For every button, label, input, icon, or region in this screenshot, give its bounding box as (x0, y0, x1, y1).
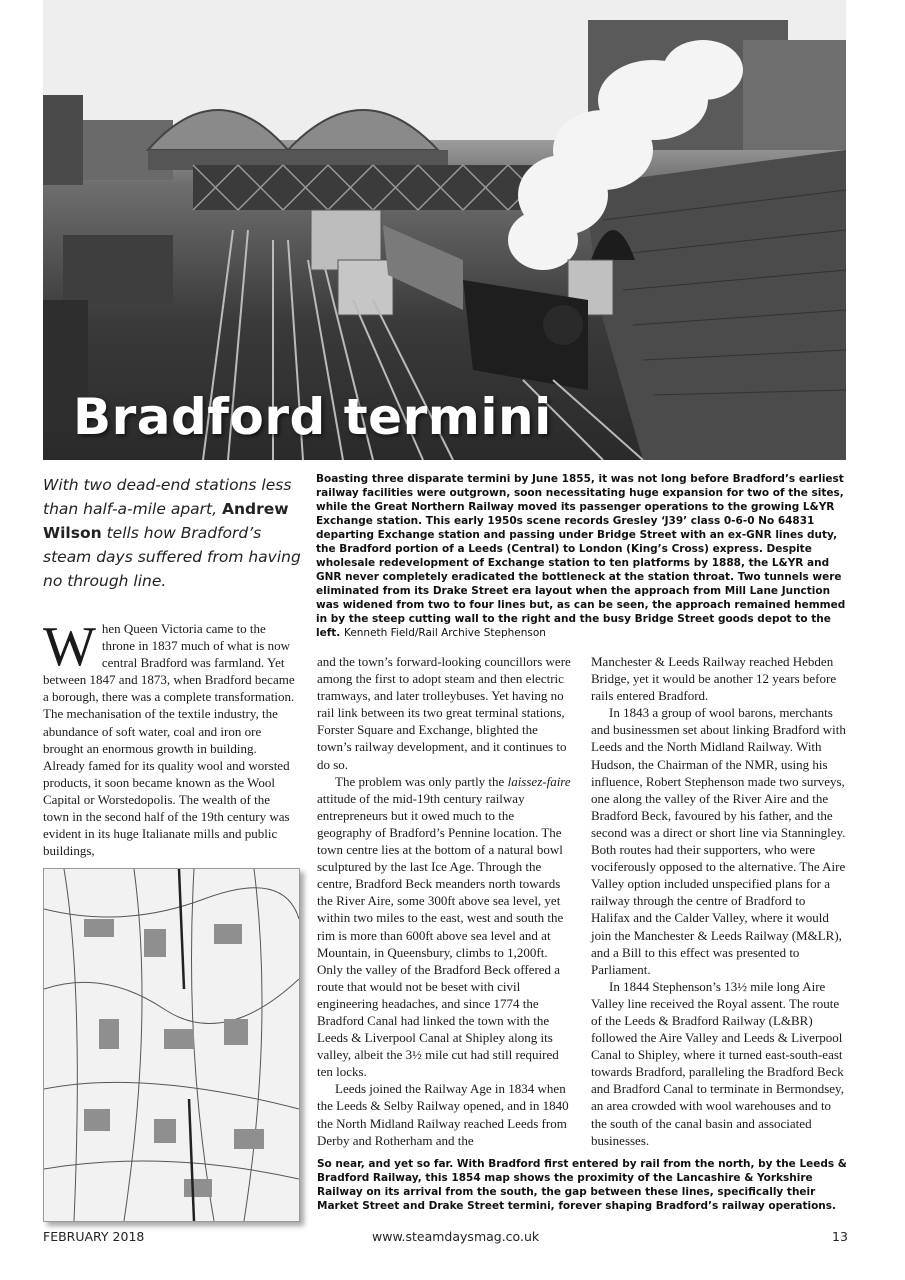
author-name: Andrew Wilson (43, 500, 289, 542)
map-1854 (43, 868, 300, 1222)
article-column-1 (43, 616, 296, 859)
article-column-3 (591, 653, 846, 1149)
standfirst (43, 473, 301, 593)
article-paragraph: Leeds joined the Railway Age in 1834 when the Leeds & Selby Railway opened, and in 1840 the North Midland Railway reached Leeds from Derby and Rotherham and the (317, 1081, 569, 1148)
standfirst-outro: tells how Bradford’s steam days suffered from having no through line. (43, 524, 301, 590)
page-title: Bradford termini (73, 388, 552, 446)
article-paragraph: In 1843 a group of wool barons, merchants and businessmen set about linking Bradford with Leeds and the North Midland Railway. With Hudson, the Chairman of the NMR, using his influence, Robert Stephenson made two surveys, one along the valley of the River Aire and the Bradford Beck, favoured by his father, and the second was a direct or short line via Stanningley. Both routes had their supporters, who were vociferously opposed to the alternative. The Aire Valley option included unspecified plans for a railway through the centre of Bradford to Halifax and the Calder Valley, where it would join the Manchester & Leeds Railway (M&LR), and a Bill to this effect was presented to Parliament. (591, 705, 846, 977)
article-paragraph-text: The problem was only partly the (335, 773, 508, 789)
article-paragraph-text: hen Queen Victoria came to the throne in 1837 much of what is now central Bradford was farmland. Yet between 1847 and 1873, when Bradford became a borough, there was a complete transformation. The mechanisation of the textile industry, the abundance of soft water, coal and iron ore brought an enormous growth in building. Already famed for its quality wool and worsted products, it soon became known as the Wool Capital or Worstedopolis. The wealth of the town in the second half of the 19th century was evident in its huge Italianate mills and public buildings, (43, 621, 295, 859)
drop-cap: W (43, 616, 96, 678)
map-illustration (44, 869, 299, 1221)
article-paragraph-text: attitude of the mid-19th century railway entrepreneurs but it owed much to the geography of Bradford’s Pennine location. The town centre lies at the bottom of a natural bowl sculptured by the last Ice Age. Through the centre, Bradford Beck meanders north towards the River Aire, some 300ft above sea level, yet within two miles to the east, west and south the rim is more than 600ft above sea level and at Mountain, in Queensbury, climbs to 1,200ft. Only the valley of the Bradford Beck offered a route that would not be beset with civil engineering headaches, and since 1774 the Bradford Canal had linked the town with the Leeds & Liverpool Canal at Shipley along its valley, albeit the 3½ mile cut had still required ten locks. (317, 790, 564, 1080)
article-paragraph: In 1844 Stephenson’s 13½ mile long Aire Valley line received the Royal assent. The route of the Leeds & Bradford Railway (L&BR) followed the Aire Valley and Leeds & Liverpool Canal to Shipley, where it turned east-south-east towards Bradford, paralleling the Bradford Beck and Bradford Canal to terminate in Bermondsey, an area crowded with wool warehouses and to the south of the canal basin and associated businesses. (591, 978, 844, 1148)
photo-caption-text: Boasting three disparate termini by June 1855, it was not long before Bradford’s earliest railway facilities were outgrown, soon necessitating huge expansion for two of the sites, while the Great Northern Railway moved its passenger operations to the growing L&YR Exchange station. This early 1950s scene records Gresley ‘J39’ class 0-6-0 No 64831 departing Exchange station and passing under Bridge Street with an ex-GNR lines duty, the Bradford portion of a Leeds (Central) to London (King’s Cross) express. Despite wholesale redevelopment of Exchange station to ten platforms by 1888, the L&YR and GNR never completely eradicated the bottleneck at the station throat. Two tunnels were eliminated from its Drake Street era layout when the approach from Mill Lane Junction was widened from two to four lines but, as can be seen, the approach remained hemmed in by the steep cutting wall to the right and the busy Bridge Street goods depot to the left. (316, 473, 846, 639)
hero-photo (43, 0, 846, 460)
page-number: 13 (832, 1229, 848, 1244)
article-paragraph: Manchester & Leeds Railway reached Hebden Bridge, yet it would be another 12 years before rails entered Bradford. (591, 654, 837, 704)
footer-website: www.steamdaysmag.co.uk (372, 1229, 540, 1244)
standfirst-intro: With two dead-end stations less than half-a-mile apart, (43, 476, 292, 518)
map-caption: So near, and yet so far. With Bradford first entered by rail from the north, by the Leeds & Bradford Railway, this 1854 map shows the proximity of the Lancashire & Yorkshire Railway on its arrival from the south, the gap between these lines, specifically their Market Street and Drake Street termini, forever shaping Bradford’s railway operations. (317, 1158, 847, 1212)
article-emphasis: laissez-faire (507, 773, 571, 789)
article-paragraph: and the town’s forward-looking councillors were among the first to adopt steam and then electric tramways, and later trolleybuses. Yet having no rail link between its two great terminal stations, Forster Square and Exchange, blighted the town’s railway development, and it continues to do so. (317, 654, 571, 772)
article-paragraph (43, 616, 296, 859)
article-paragraph (317, 773, 572, 1081)
photo-caption (316, 472, 846, 640)
footer-issue: FEBRUARY 2018 (43, 1229, 145, 1244)
article-column-2 (317, 653, 572, 1149)
photo-credit: Kenneth Field/Rail Archive Stephenson (343, 627, 546, 639)
